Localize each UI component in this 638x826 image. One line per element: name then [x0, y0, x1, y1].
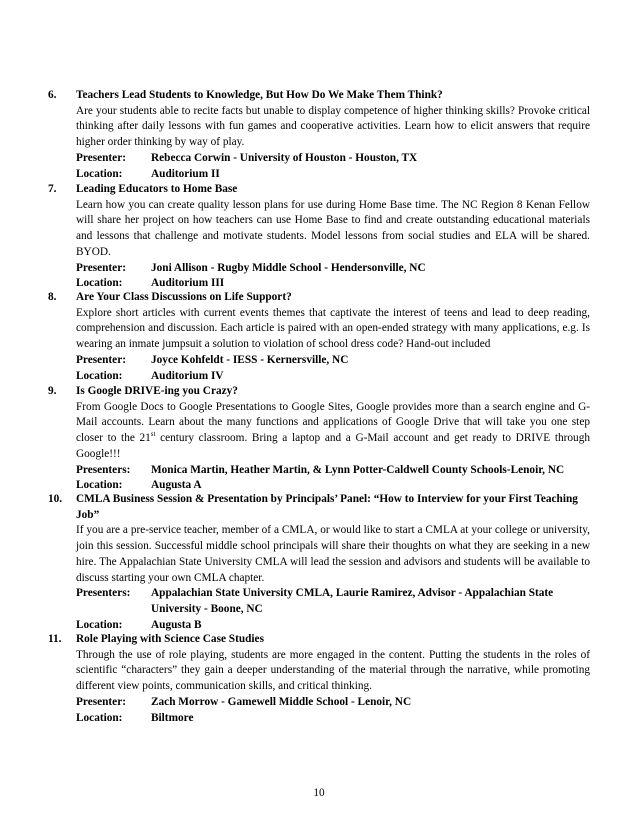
session-title: Leading Educators to Home Base [76, 183, 238, 195]
description-text: century classroom. Bring a laptop and a G-Mail account and get ready to DRIVE through Google!!! [76, 432, 590, 460]
presenter-row [76, 261, 590, 277]
presenter-value: Rebecca Corwin - University of Houston - Houston, TX [151, 151, 418, 164]
session-body [76, 88, 590, 182]
presenter-value: Joni Allison - Rugby Middle School - Hendersonville, NC [151, 261, 426, 274]
presenter-row [76, 695, 590, 711]
presenter-label: Presenter: [76, 261, 126, 274]
location-row [76, 369, 590, 385]
session-description: If you are a pre-service teacher, member of a CMLA, or would like to start a CMLA at your college or university, join this session. Successful middle school principals will share their thoughts on what they are seeking in a new hire. The Appalachian State University CMLA will lead the session and advisors and students will be available to discuss starting your own CMLA chapter. [76, 524, 590, 584]
location-value: Augusta B [151, 618, 202, 631]
location-label: Location: [76, 618, 123, 631]
presenter-row [76, 353, 590, 369]
location-label: Location: [76, 711, 123, 724]
location-row [76, 711, 590, 727]
ordinal-suffix: st [150, 430, 156, 439]
location-label: Location: [76, 277, 123, 290]
session-description: Explore short articles with current events themes that captivate the interest of teens and lead to deep reading, comprehension and discussion. Each article is paired with an open-ended strategy with many applications, e.g. Is wearing an inmate jumpsuit a solution to violation of school dress code? Hand-out included [76, 306, 590, 351]
presenter-row [76, 586, 590, 617]
location-row [76, 618, 590, 634]
location-label: Location: [76, 479, 123, 492]
location-row [76, 167, 590, 183]
session-body [76, 290, 590, 384]
presenter-label: Presenter: [76, 353, 126, 366]
session-number: 8. [48, 291, 57, 303]
session-description: Through the use of role playing, students are more engaged in the content. Putting the students in the roles of scientific “characters” they gain a deeper understanding of the material through the narrative, while promoting different view points, communication skills, and critical thinking. [76, 648, 590, 693]
session-title: Are Your Class Discussions on Life Support? [76, 291, 292, 303]
session-9 [48, 384, 590, 494]
location-value: Augusta A [151, 479, 202, 492]
location-label: Location: [76, 167, 123, 180]
session-number: 10. [48, 493, 63, 505]
session-number: 11. [48, 633, 62, 645]
session-body [76, 384, 590, 494]
session-10 [48, 492, 590, 633]
location-label: Location: [76, 369, 123, 382]
presenter-label: Presenter: [76, 695, 126, 708]
session-title: Is Google DRIVE-ing you Crazy? [76, 385, 238, 397]
location-value: Biltmore [151, 711, 194, 724]
presenter-label: Presenters: [76, 587, 131, 600]
session-body [76, 182, 590, 292]
session-description: Are your students able to recite facts but unable to display competence of higher thinking skills? Provoke critical thinking after daily lessons with fun games and cooperative activities. Learn how to elicit answers that require higher order thinking by way of play. [76, 104, 590, 149]
session-number: 9. [48, 385, 57, 397]
presenter-row [76, 463, 590, 479]
session-number: 6. [48, 89, 57, 101]
session-title: Teachers Lead Students to Knowledge, But How Do We Make Them Think? [76, 89, 443, 101]
location-value: Auditorium II [151, 167, 220, 180]
session-7 [48, 182, 590, 292]
session-description: Learn how you can create quality lesson plans for use during Home Base time. The NC Region 8 Kenan Fellow will share her project on how teachers can use Home Base to find and create outstanding educational materials and lessons that challenge and motivate students. Model lessons from social studies and ELA will be shared. BYOD. [76, 198, 590, 258]
presenter-row [76, 151, 590, 167]
session-description [76, 400, 590, 463]
presenter-label: Presenters: [76, 463, 131, 476]
session-6 [48, 88, 590, 182]
session-body [76, 492, 590, 633]
location-value: Auditorium IV [151, 369, 224, 382]
presenter-value: Appalachian State University CMLA, Laurie Ramirez, Advisor - Appalachian State University - Boone, NC [151, 587, 554, 615]
session-11 [48, 632, 590, 726]
session-title: CMLA Business Session & Presentation by Principals’ Panel: “How to Interview for your First Teaching Job” [76, 493, 578, 521]
presenter-label: Presenter: [76, 151, 126, 164]
presenter-value: Zach Morrow - Gamewell Middle School - Lenoir, NC [151, 695, 412, 708]
presenter-value: Joyce Kohfeldt - IESS - Kernersville, NC [151, 353, 349, 366]
session-title: Role Playing with Science Case Studies [76, 633, 264, 645]
presenter-value: Monica Martin, Heather Martin, & Lynn Potter-Caldwell County Schools-Lenoir, NC [151, 463, 565, 476]
page-number: 10 [313, 787, 325, 799]
session-body [76, 632, 590, 726]
session-number: 7. [48, 183, 57, 195]
description-text: From Google Docs to Google Presentations to Google Sites, Google provides more than a search engine and G-Mail accounts. Learn about the many functions and applications of Google Drive that will take you one step closer to the 21 [76, 400, 590, 445]
location-value: Auditorium III [151, 277, 225, 290]
session-8 [48, 290, 590, 384]
